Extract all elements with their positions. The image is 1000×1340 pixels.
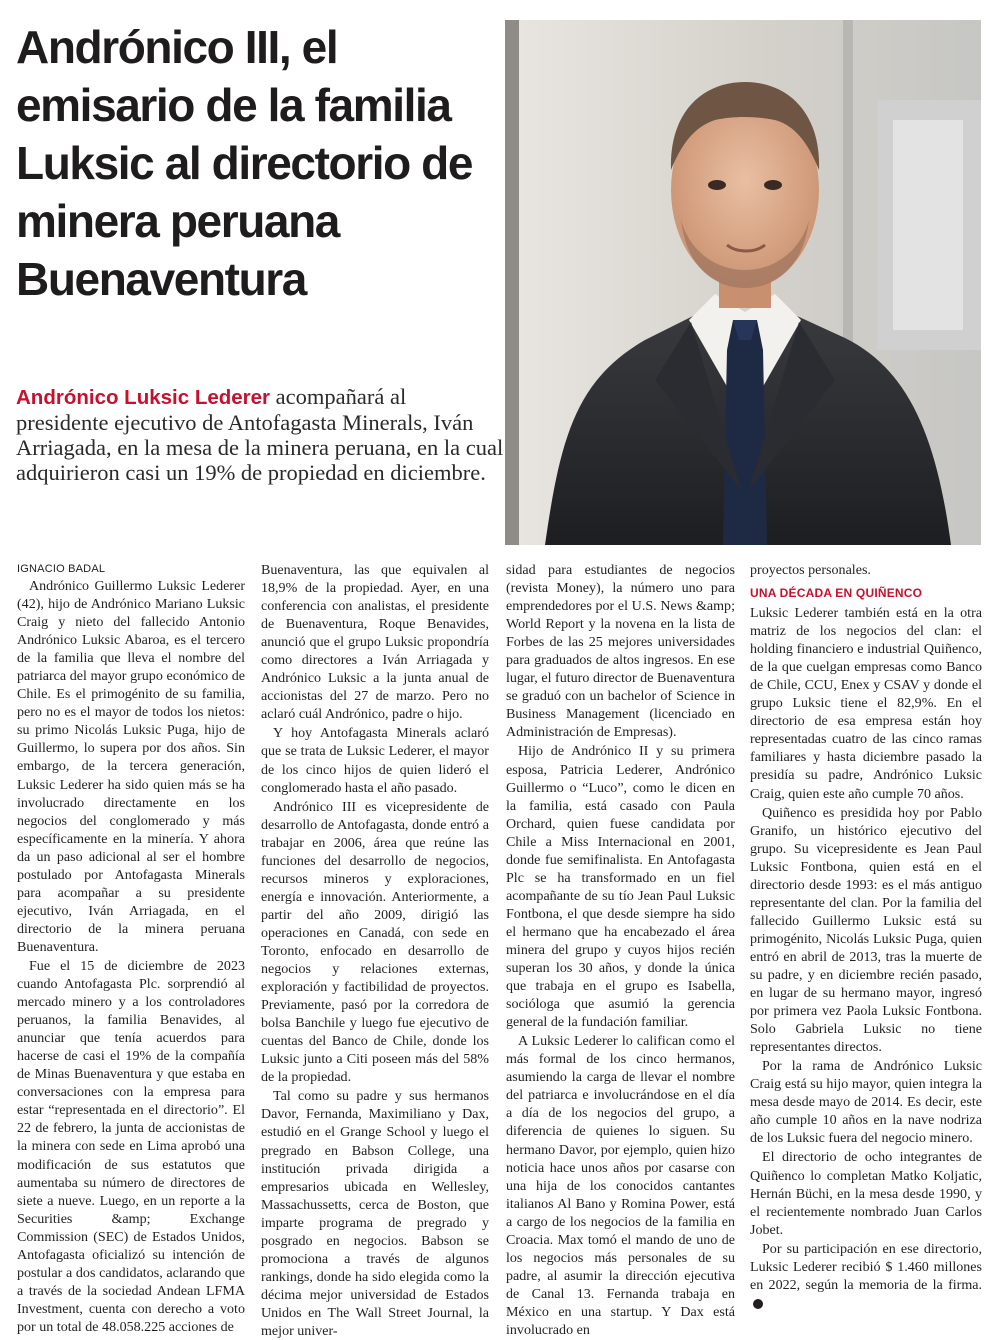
- headline: Andrónico III, el emisario de la familia Luksic al directorio de minera peruana Buenaventura: [16, 21, 473, 305]
- article-column-3: [506, 561, 735, 1338]
- section-subhead: UNA DÉCADA EN QUIÑENCO: [750, 586, 923, 601]
- lead-text: acompañará al presidente ejecutivo de Antofagasta Minerals, Iván Arriagada, en la mesa de la minera peruana, en la cual adquirieron casi un 19% de propiedad en diciembre.: [16, 384, 504, 485]
- paragraph-7-part-2: proyectos personales.: [750, 562, 871, 578]
- paragraph-8: Luksic Lederer también está en la otra matriz de los negocios del clan: el holding financiero e industrial Quiñenco, de la que cuelgan empresas como Banco de Chile, CCU, Enex y CSAV y donde el grupo Luksic tiene el 82,9%. En el directorio de esa empresa están hoy representadas cuatro de las cinco ramas familiares y hasta diciembre pasado la presidía su padre, Andrónico Luksic Craig, quien este año cumple 70 años.: [750, 605, 982, 802]
- paragraph-7-part-1: A Luksic Lederer lo califican como el más formal de los cinco hermanos, asumiendo la carga de llevar el nombre del patriarca e involucrándose en el día a día de los negocios del grupo, a diferencia de quienes lo siguen. Su hermano Davor, por ejemplo, quien hizo noticia hace unos años por casarse con una hija de los conocidos cantantes italianos Al Bano y Romina Power, está a cargo de los negocios de la familia en Croacia. Max tomó el mando de uno de los negocios más personales de su padre, al asumir la dirección ejecutiva de Canal 13. Fernanda trabaja en México en una startup. Y Dax está involucrado en: [506, 1033, 735, 1338]
- paragraph-5-part-1: Tal como su padre y sus hermanos Davor, Fernanda, Maximiliano y Dax, estudió en el Grange School y luego el pregrado en Babson College, una institución privada dirigida a empresarios ubicada en Wellesley, Massachussetts, cerca de Boston, que imparte programa de pregrado y posgrado en negocios. Babson se promociona a través de algunos rankings, donde ha sido elegida como la décima mejor universidad de Estados Unidos en The Wall Street Journal, la mejor univer-: [261, 1088, 489, 1339]
- lead-paragraph: [16, 384, 504, 485]
- byline: IGNACIO BADAL: [17, 563, 106, 575]
- portrait-illustration: [505, 20, 981, 545]
- end-mark-icon: P: [753, 1299, 763, 1309]
- paragraph-2-part-1: Fue el 15 de diciembre de 2023 cuando Antofagasta Plc. sorprendió al mercado minero y a los controladores peruanos, la familia Benavides, al anunciar que tenía acuerdos para hacerse de casi el 19% de la compañía de Minas Buenaventura y que estaba en conversaciones con la empresa para estar “representada en el directorio”. El 22 de febrero, la junta de accionistas de la minera con sede en Lima aprobó una modificación de sus estatutos que aumentaba su número de directores de siete a nueve. Luego, en un reporte a la Securities &amp; Exchange Commission (SEC) de Estados Unidos, Antofagasta oficializó su intención de postular a dos candidatos, aclarando que a través de la sociedad Andean LFMA Investment, cuenta con derecho a voto por un total de 48.058.225 acciones de: [17, 957, 245, 1335]
- paragraph-12: [750, 1240, 982, 1312]
- paragraph-5-part-2: sidad para estudiantes de negocios (revista Money), la número uno para emprendedores por el U.S. News &amp; World Report y la novena en la lista de Forbes de las 25 mejores universidades para graduados de altos ingresos. En ese lugar, el futuro director de Buenaventura se graduó con un bachelor of Science in Business Management (licenciado en Administración de Empresas).: [506, 562, 735, 741]
- portrait-photo: [505, 20, 981, 545]
- paragraph-11: El directorio de ocho integrantes de Quiñenco lo completan Matko Koljatic, Hernán Büchi, en la mesa desde 1990, y el recientemente nombrado Juan Carlos Jobet.: [750, 1149, 982, 1238]
- paragraph-12-text: Por su participación en ese directorio, Luksic Lederer recibió $ 1.460 millones en 2022, según la memoria de la firma.: [750, 1240, 982, 1293]
- article-column-1: [17, 561, 245, 1335]
- article-column-2: [261, 561, 489, 1339]
- paragraph-9: Quiñenco es presidida hoy por Pablo Granifo, un histórico ejecutivo del grupo. Su vicepresidente es Jean Paul Luksic Fontbona, quien está en el directorio desde 1993: es el más antiguo representante del clan. Por la familia del fallecido Guillermo Luksic está su primogénito, Nicolás Luksic Puga, quien entró en abril de 2013, tras la muerte de su padre, y en diciembre recién pasado, en lugar de su hermano mayor, ingresó por primera vez Paola Luksic Fontbona. Solo Gabriela Luksic no tiene representantes directos.: [750, 804, 982, 1056]
- paragraph-6: Hijo de Andrónico II y su primera esposa, Patricia Lederer, Andrónico Guillermo o “Luco”, como le dicen en la familia, está casado con Paula Orchard, quien fuese candidata por Chile a Miss Internacional en 2001, donde fue semifinalista. En Antofagasta Plc se ha transformado en un fiel acompañante de su tío Jean Paul Luksic Fontbona, el que desde siempre ha sido el hermano que ha encabezado el área minera del grupo y cuyos hijos recién superan los 30 años, y donde la única que trabaja en el grupo es Isabella, socióloga que asumió la gerencia general de la fundación familiar.: [506, 743, 735, 1031]
- paragraph-1: Andrónico Guillermo Luksic Lederer (42), hijo de Andrónico Mariano Luksic Craig y nieto del fallecido Antonio Andrónico Luksic Abaroa, es el tercero de la familia que lleva el nombre del patriarca del mayor grupo económico de Chile. Es el primogénito de su familia, pero no es el mayor de todos los nietos: su primo Nicolás Luksic Puga, hijo de Guillermo, lo supera por dos años. Sin embargo, de la tercera generación, Luksic Lederer ha sido quien más se ha involucrado directamente en los negocios del conglomerado y más específicamente en la minería. Y ahora da un paso adicional al ser el hombre postulado por Antofagasta Minerals para acompañar a su presidente ejecutivo, Iván Arriagada, en el directorio de la minera peruana Buenaventura.: [17, 578, 245, 955]
- lead-name: Andrónico Luksic Lederer: [16, 386, 271, 409]
- paragraph-2-part-2: Buenaventura, las que equivalen al 18,9% de la propiedad. Ayer, en una conferencia con analistas, el presidente de Buenaventura, Roque Benavides, anunció que el grupo Luksic propondría como directores a Iván Arriagada y Andrónico Luksic a la junta anual de accionistas del 27 de marzo. Pero no aclaró cuál Andrónico, padre o hijo.: [261, 562, 489, 723]
- paragraph-3: Y hoy Antofagasta Minerals aclaró que se trata de Luksic Lederer, el mayor de los cinco hijos de quien lideró el conglomerado hasta el año pasado.: [261, 725, 489, 796]
- paragraph-4: Andrónico III es vicepresidente de desarrollo de Antofagasta, donde entró a trabajar en 2006, área que reúne las funciones del desarrollo de negocios, recursos mineros y exploraciones, energía e innovación. Anteriormente, a partir del año 2009, dirigió las operaciones en Canadá, con sede en Toronto, enfocado en desarrollo de negocios y relaciones externas, exploración y factibilidad de proyectos. Previamente, pasó por la corredora de bolsa Banchile y luego fue ejecutivo de cuentas del Banco de Chile, donde los Luksic junto a Citi poseen más del 58% de la propiedad.: [261, 798, 489, 1086]
- paragraph-10: Por la rama de Andrónico Luksic Craig está su hijo mayor, quien integra la mesa desde mayo de 2014. Es decir, este año cumple 10 años en la nave nodriza de los Luksic fuera del negocio minero.: [750, 1058, 982, 1147]
- article-column-4: [750, 561, 982, 1307]
